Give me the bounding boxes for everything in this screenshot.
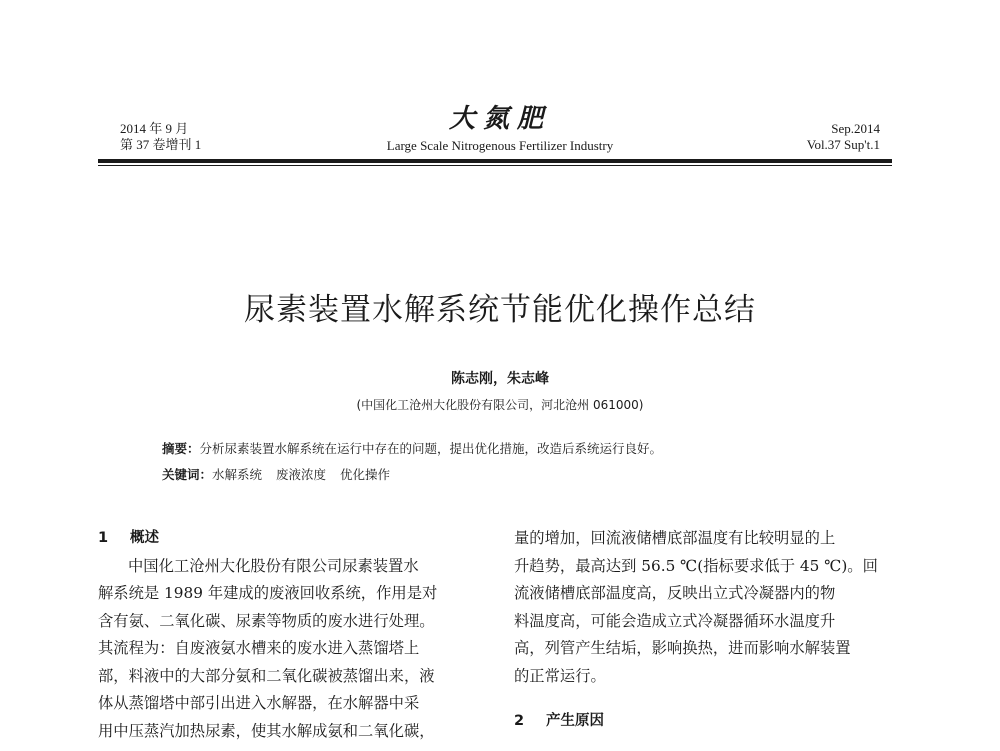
issue-date-cn: 2014 年 9 月	[120, 121, 189, 136]
section-heading	[98, 525, 476, 553]
text-line: 体从蒸馏塔中部引出进入水解器，在水解器中采	[98, 694, 420, 712]
text-line: 解系统是 1989 年建成的废液回收系统，作用是对	[98, 584, 438, 602]
header-rule-thin	[98, 165, 892, 166]
article-title: 尿素装置水解系统节能优化操作总结	[244, 292, 756, 328]
issue-date-en: Sep.2014	[831, 121, 880, 136]
text-line: 中国化工沧州大化股份有限公司尿素装置水	[128, 556, 419, 575]
header-right	[807, 121, 880, 153]
keyword: 优化操作	[340, 467, 391, 482]
journal-name-en: Large Scale Nitrogenous Fertilizer Industry	[386, 138, 614, 153]
issue-volume-en: Vol.37 Sup't.1	[806, 137, 880, 152]
header-rule-thick	[98, 159, 892, 163]
abstract-label: 摘要：	[162, 441, 200, 456]
article-affiliation: (中国化工沧州大化股份有限公司，河北沧州 061000)	[356, 398, 644, 412]
text-line: 流液储槽底部温度高，反映出立式冷凝器内的物	[514, 584, 836, 602]
section-title: 产生原因	[546, 713, 604, 729]
text-line: 料温度高，可能会造成立式冷凝器循环水温度升	[514, 611, 836, 630]
section-gap	[514, 690, 892, 708]
text-line: 含有氨、二氧化碳、尿素等物质的废水进行处理。	[98, 611, 435, 630]
abstract	[162, 440, 662, 458]
abstract-text: 分析尿素装置水解系统在运行中存在的问题，提出优化措施，改造后系统运行良好。	[199, 441, 663, 456]
section-number: 1	[98, 530, 109, 546]
text-line: 升趋势，最高达到 56.5 ℃(指标要求低于 45 ℃)。回	[514, 556, 878, 575]
keyword: 废液浓度	[276, 467, 327, 482]
section-title: 概述	[130, 530, 159, 546]
text-line: 高，列管产生结垢，影响换热，进而影响水解装置	[514, 639, 851, 657]
issue-volume-cn: 第 37 卷增刊 1	[120, 137, 202, 152]
keywords	[162, 466, 404, 484]
article-authors: 陈志刚，朱志峰	[451, 371, 549, 387]
text-line: 其流程为：自废液氨水槽来的废水进入蒸馏塔上	[98, 639, 420, 657]
text-line: 量的增加，回流液储槽底部温度有比较明显的上	[514, 529, 836, 547]
keyword: 水解系统	[212, 467, 263, 482]
journal-logo: 大氮肥	[448, 104, 551, 134]
keywords-label: 关键词：	[162, 467, 213, 482]
text-line: 的正常运行。	[514, 666, 606, 685]
body-column-right	[514, 525, 892, 736]
text-line: 部，料液中的大部分氨和二氧化碳被蒸馏出来，液	[98, 666, 435, 685]
section-number: 2	[514, 713, 525, 729]
header-left	[120, 121, 201, 153]
body-column-left	[98, 525, 476, 745]
section-heading	[514, 708, 892, 736]
text-line: 用中压蒸汽加热尿素，使其水解成氨和二氧化碳，	[98, 721, 435, 740]
journal-masthead	[340, 104, 660, 154]
